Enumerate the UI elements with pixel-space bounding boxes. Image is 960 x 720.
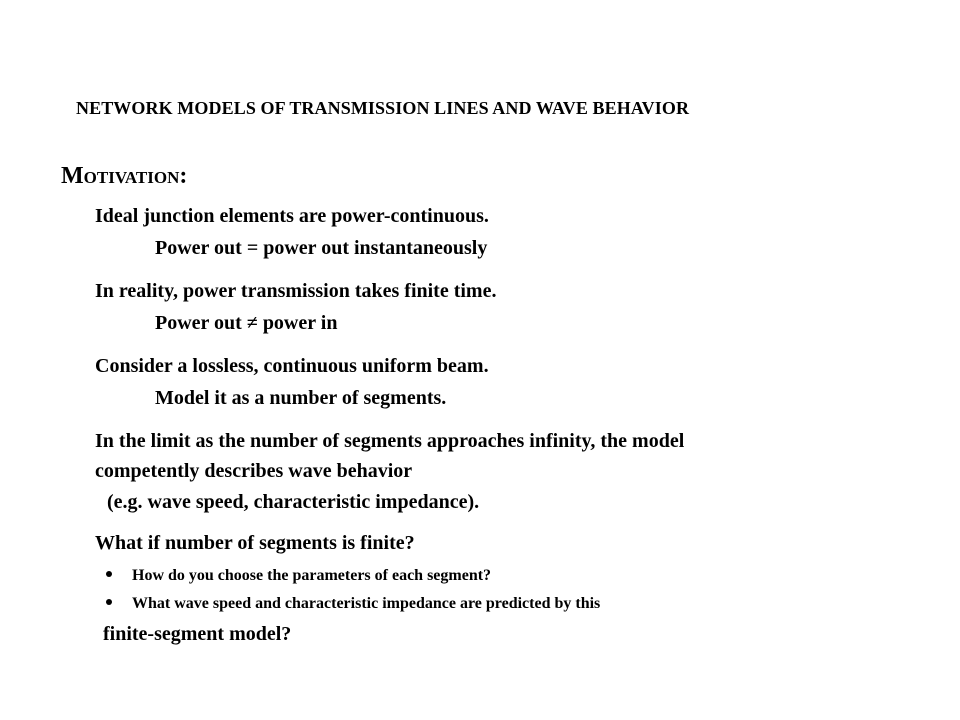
slide-title: NETWORK MODELS OF TRANSMISSION LINES AND WAVE BEHAVIOR (76, 98, 690, 118)
text-line-limit-infinity: In the limit as the number of segments approaches infinity, the model (95, 430, 685, 452)
section-heading-text: Motivation: (61, 163, 188, 189)
text-line-power-not-equal: Power out ≠ power in (155, 312, 338, 334)
text-line-finite-question: What if number of segments is finite? (95, 532, 415, 554)
text-line-segments-model: Model it as a number of segments. (155, 387, 447, 409)
list-item (106, 594, 600, 614)
text-line-example-params: (e.g. wave speed, characteristic impedance). (107, 491, 480, 513)
text-line-reality-finite-time: In reality, power transmission takes finite time. (95, 280, 497, 302)
list-item (106, 566, 491, 586)
text-line-lossless-beam: Consider a lossless, continuous uniform beam. (95, 355, 489, 377)
list-item-text: What wave speed and characteristic impedance are predicted by this (132, 595, 601, 612)
text-line-power-instantaneous: Power out = power out instantaneously (155, 237, 488, 259)
bullet-icon (106, 571, 112, 577)
text-line-finite-segment-model: finite-segment model? (103, 623, 292, 645)
section-heading (61, 163, 187, 190)
text-line-ideal-junction: Ideal junction elements are power-continuous. (95, 205, 489, 227)
bullet-icon (106, 599, 112, 605)
list-item-text: How do you choose the parameters of each segment? (132, 567, 492, 584)
text-line-wave-behavior: competently describes wave behavior (95, 460, 413, 482)
